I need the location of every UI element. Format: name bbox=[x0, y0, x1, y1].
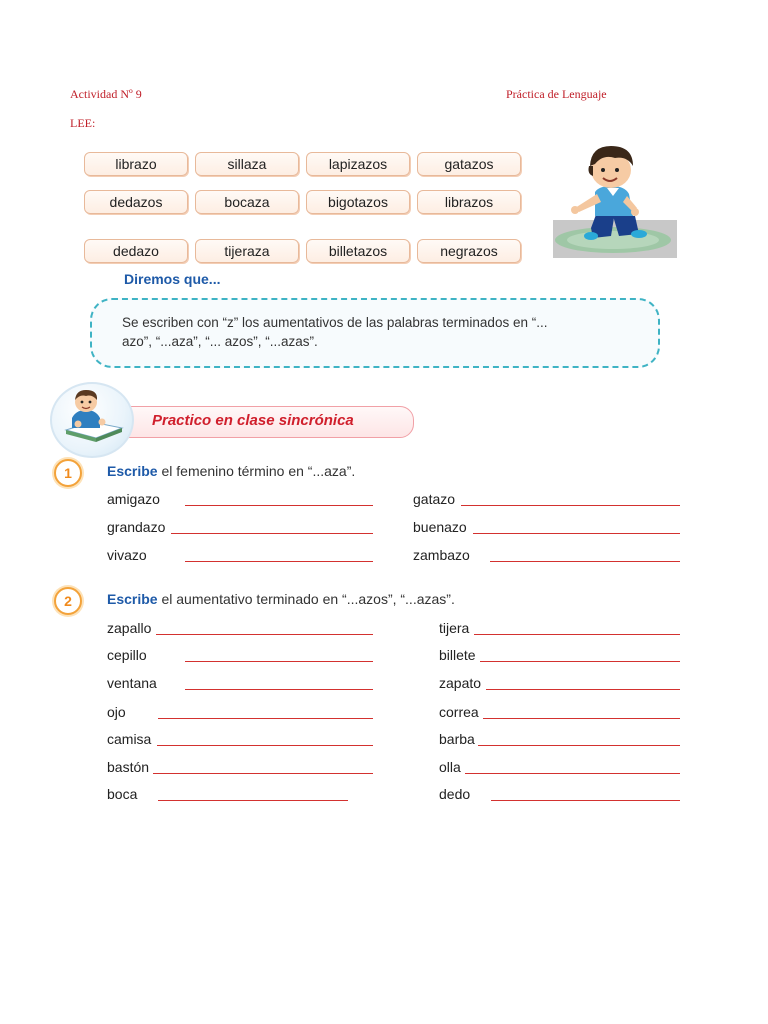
answer-line[interactable] bbox=[473, 533, 680, 534]
answer-line[interactable] bbox=[185, 661, 373, 662]
exercise-2-instruction bbox=[107, 591, 455, 607]
word-box: tijeraza bbox=[195, 239, 299, 263]
ex2-word: ojo bbox=[107, 704, 126, 720]
activity-label: Actividad Nº 9 bbox=[70, 87, 142, 101]
ex2-word: tijera bbox=[439, 620, 470, 636]
answer-line[interactable] bbox=[461, 505, 680, 506]
answer-line[interactable] bbox=[153, 773, 373, 774]
word-box: lapizazos bbox=[306, 152, 410, 176]
ex1-word: grandazo bbox=[107, 519, 166, 535]
answer-line[interactable] bbox=[185, 505, 373, 506]
word-box: librazos bbox=[417, 190, 521, 214]
word-box: gatazos bbox=[417, 152, 521, 176]
word-box: bigotazos bbox=[306, 190, 410, 214]
answer-line[interactable] bbox=[171, 533, 373, 534]
diremos-heading: Diremos que... bbox=[124, 271, 221, 287]
rule-text bbox=[122, 313, 622, 351]
ex1-word: amigazo bbox=[107, 491, 160, 507]
exercise-1-verb: Escribe bbox=[107, 463, 158, 479]
ex2-word: ventana bbox=[107, 675, 157, 691]
kneeling-boy-icon bbox=[553, 136, 677, 260]
exercise-1-rest: el femenino término en “...aza”. bbox=[157, 463, 356, 479]
answer-line[interactable] bbox=[156, 634, 373, 635]
ex2-word: bastón bbox=[107, 759, 150, 775]
word-box: librazo bbox=[84, 152, 188, 176]
exercise-2-rest: el aumentativo terminado en “...azos”, “...azas”. bbox=[157, 591, 455, 607]
answer-line[interactable] bbox=[483, 718, 680, 719]
ex2-word: zapallo bbox=[107, 620, 152, 636]
answer-line[interactable] bbox=[185, 689, 373, 690]
answer-line[interactable] bbox=[474, 634, 680, 635]
ex2-word: correa bbox=[439, 704, 479, 720]
ex2-word: camisa bbox=[107, 731, 152, 747]
word-box: dedazo bbox=[84, 239, 188, 263]
ex2-word: zapato bbox=[439, 675, 482, 691]
exercise-2-number: 2 bbox=[54, 587, 82, 615]
read-label: LEE: bbox=[70, 116, 96, 130]
ex1-word: zambazo bbox=[413, 547, 470, 563]
answer-line[interactable] bbox=[158, 718, 373, 719]
answer-line[interactable] bbox=[185, 561, 373, 562]
answer-line[interactable] bbox=[465, 773, 680, 774]
subject-label: Práctica de Lenguaje bbox=[506, 87, 607, 101]
ex2-word: cepillo bbox=[107, 647, 147, 663]
answer-line[interactable] bbox=[491, 800, 680, 801]
answer-line[interactable] bbox=[486, 689, 680, 690]
ex2-word: billete bbox=[439, 647, 476, 663]
boy-reading-icon bbox=[56, 384, 130, 450]
ex2-word: dedo bbox=[439, 786, 471, 802]
ex1-word: buenazo bbox=[413, 519, 467, 535]
rule-line-2: azo”, “...aza”, “... azos”, “...azas”. bbox=[122, 334, 318, 349]
ex2-word: boca bbox=[107, 786, 138, 802]
ex1-word: vivazo bbox=[107, 547, 147, 563]
word-box: billetazos bbox=[306, 239, 410, 263]
answer-line[interactable] bbox=[490, 561, 680, 562]
answer-line[interactable] bbox=[478, 745, 680, 746]
word-box: bocaza bbox=[195, 190, 299, 214]
ex2-word: olla bbox=[439, 759, 461, 775]
answer-line[interactable] bbox=[157, 745, 373, 746]
answer-line[interactable] bbox=[158, 800, 348, 801]
exercise-1-instruction bbox=[107, 463, 355, 479]
word-box: sillaza bbox=[195, 152, 299, 176]
ex1-word: gatazo bbox=[413, 491, 456, 507]
exercise-2-verb: Escribe bbox=[107, 591, 158, 607]
rule-line-1: Se escriben con “z” los aumentativos de las palabras terminados en “... bbox=[122, 315, 548, 330]
word-box: negrazos bbox=[417, 239, 521, 263]
answer-line[interactable] bbox=[480, 661, 680, 662]
word-box: dedazos bbox=[84, 190, 188, 214]
ex2-word: barba bbox=[439, 731, 475, 747]
section-title: Practico en clase sincrónica bbox=[152, 412, 354, 429]
exercise-1-number: 1 bbox=[54, 459, 82, 487]
